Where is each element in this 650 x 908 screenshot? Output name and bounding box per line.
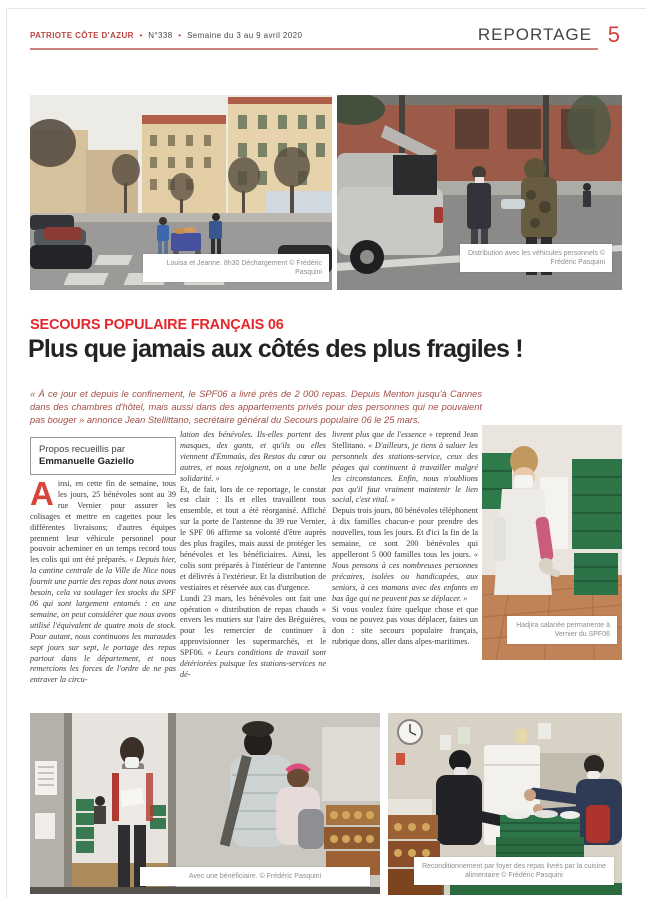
- body-text-quote: lation des bénévoles. Ils-elles portent des masques, des gants, et qu'ils ou elles viennent d'Emmaüs, des Restos du cœur ou autres, et nous rejoignent, on a une belle solidarité. »: [180, 430, 326, 483]
- body-text-quote: « Depuis hier, la cantine centrale de la Ville de Nice nous fournit une partie des repas dont nous avons besoin, cela va soulager les stocks du SPF 06 qui sont largement entamés : en une semaine, on peut considérer que nous avons utilisé l'équivalent de quatre mois de stock. Pour autant, nous continuons les maraudes sept jours sur sept, le portage des repas partout dans le département, et nous remercions les forces de l'ordre de ne pas entraver la circu-: [30, 555, 176, 685]
- photo-beneficiary: [30, 713, 380, 894]
- masthead: [30, 31, 302, 40]
- header-rule: [30, 48, 598, 50]
- article-lead: « À ce jour et depuis le confinement, le SPF06 a livré près de 2 000 repas. Depuis Menton jusqu'à Cannes dans des chambres d'hôtel, mais aussi dans des appartements privés pour des personnes qui ne pouvaient pas bouger » annonce Jean Stellittano, secrétaire général du Secours populaire 06 le 25 mars.: [30, 389, 482, 425]
- body-text: Depuis trois jours, 80 bénévoles téléphonent à dix familles chacun-e pour prendre des nouvelles, tous les jours. Et d'ici la fin de la semaine, ce sont 200 bénévoles qui appelleront 5 000 familles tous les jours.: [332, 506, 478, 559]
- photo-street-cart: [30, 95, 332, 290]
- issue-date: Semaine du 3 au 9 avril 2020: [187, 31, 303, 40]
- article-kicker: SECOURS POPULAIRE FRANÇAIS 06: [30, 317, 284, 333]
- body-text-quote: « Nous pensons à ces nombreuses personnes précaires, isolées ou handicapées, aux seniors, à ces mamans avec des enfants en bas âge qui ne peuvent pas se déplacer. »: [332, 549, 478, 603]
- section-title: REPORTAGE: [477, 25, 592, 44]
- photo-car-distribution: [337, 95, 622, 290]
- page-edge: [6, 8, 646, 9]
- publication-name: PATRIOTE CÔTE D'AZUR: [30, 31, 134, 40]
- photo-repacking: [388, 713, 622, 895]
- byline-prefix: Propos recueillis par: [39, 444, 126, 455]
- body-text: reprend Jean Stellitano.: [332, 430, 478, 450]
- byline-name: Emmanuelle Gaziello: [39, 456, 135, 467]
- page-number: 5: [607, 22, 620, 47]
- photo-hadjira: [482, 425, 622, 660]
- page-edge: [6, 8, 7, 898]
- drop-cap: A: [30, 479, 54, 512]
- photo-caption: Louisa et Jeanne. 8h30 Déchargement © Frédéric Pasquini: [143, 254, 329, 282]
- body-text-quote: « D'ailleurs, je tiens à saluer les personnels des stations-service, ceux des péages qui continuent à travailler malgré les circonstances. Enfin, nous n'oublions pas qu'il faut vraiment maintenir le lien social, c'est vital. »: [332, 440, 478, 505]
- photo-caption: Reconditionnement par foyer des repas livrés par la cuisine alimentaire © Frédéric Pasquini: [414, 857, 614, 885]
- body-text: Si vous voulez faire quelque chose et que vous ne pouvez pas vous déplacer, faites un don : site secours populaire français, rubrique dons, aller dans alpes-maritimes.: [332, 604, 478, 647]
- photo-caption: Hadjira salariée permanente à Vernier du SPF06: [507, 616, 617, 644]
- separator-dot: •: [139, 31, 143, 40]
- body-column-3: [332, 430, 478, 708]
- photo-caption: Avec une bénéficiaire. © Frédéric Pasquini: [140, 867, 370, 886]
- body-text-quote: livrent plus que de l'essence »: [332, 430, 433, 439]
- separator-dot: •: [178, 31, 182, 40]
- byline-box: [30, 437, 176, 475]
- body-column-1: [30, 479, 176, 707]
- body-text: Lundi 23 mars, les bénévoles ont fait une opération « distribution de repas chauds » envers les routiers sur l'aire des Bréguières, pour les remercier de continuer à approvisionner les supermarchés, et le SPF06.: [180, 593, 326, 658]
- article-headline: Plus que jamais aux côtés des plus fragiles !: [28, 335, 523, 363]
- body-text-quote: « Leurs conditions de travail sont détériorées puisque les stations-services ne dé-: [180, 648, 326, 679]
- photo-caption: Distribution avec les véhicules personnels © Frédéric Pasquini: [460, 244, 612, 272]
- green-crates-stack: [496, 810, 584, 861]
- canned-goods-shelf: [324, 805, 380, 875]
- body-text: insi, en cette fin de semaine, tous les jours, 25 bénévoles sont au 39 rue Vernier pour assurer les colisages et mettre en cagettes pour les différentes livraisons; d'autres équipes prennent leur véhicule personnel pour pouvoir acheminer en un temps record tous les colis qui ont été préparés.: [30, 479, 176, 565]
- body-column-2: [180, 430, 326, 708]
- issue-number: N°338: [148, 31, 173, 40]
- body-text: Et, de fait, lors de ce reportage, le constat est clair : Ils et elles travaillent tous ensemble, et tout a été réorganisé. Affiché sur la porte de l'antenne du 39 rue Vernier, le SPF 06 affirme sa volonté d'être auprès des plus fragiles, mais aussi de protéger les bénévoles et les bénéficiaires. Ainsi, les colis sont préparés à l'intérieur de l'antenne et délivrés à l'extérieur. Et la distribution de vestiaires et réservée aux cas d'urgence.: [180, 484, 326, 592]
